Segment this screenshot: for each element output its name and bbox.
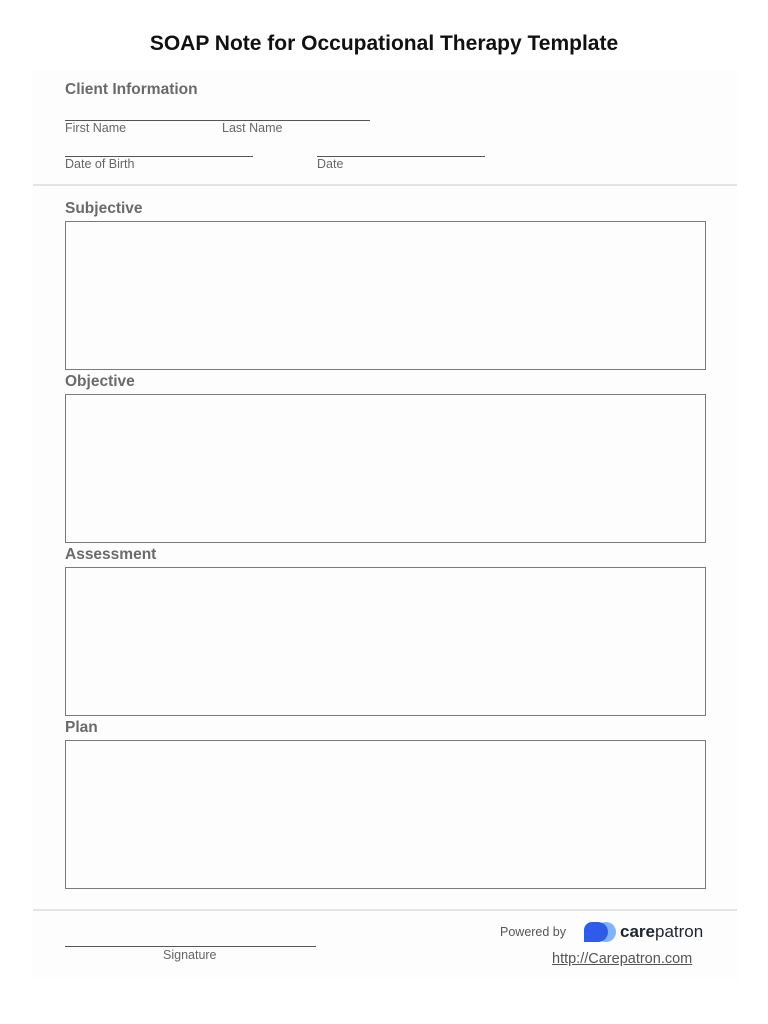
carepatron-wordmark — [620, 922, 703, 942]
objective-heading: Objective — [65, 373, 135, 390]
client-info-divider — [33, 184, 737, 186]
objective-box[interactable] — [65, 394, 706, 543]
date-of-birth-label: Date of Birth — [65, 157, 135, 171]
last-name-label: Last Name — [222, 121, 283, 135]
footer-divider — [33, 909, 737, 911]
brand-bold: care — [620, 922, 655, 941]
assessment-heading: Assessment — [65, 546, 157, 563]
brand-rest: patron — [654, 922, 704, 941]
client-information-heading: Client Information — [65, 81, 198, 98]
first-name-label: First Name — [65, 121, 127, 135]
page-title: SOAP Note for Occupational Therapy Template — [149, 32, 619, 55]
subjective-box[interactable] — [65, 221, 706, 370]
plan-box[interactable] — [65, 740, 706, 889]
powered-by-text: Powered by — [500, 925, 567, 939]
date-label: Date — [317, 157, 344, 171]
assessment-box[interactable] — [65, 567, 706, 716]
carepatron-link[interactable]: http://Carepatron.com — [552, 951, 693, 967]
signature-label: Signature — [163, 948, 217, 962]
subjective-heading: Subjective — [65, 200, 143, 217]
carepatron-logo-icon — [582, 920, 618, 944]
plan-heading: Plan — [65, 719, 98, 736]
signature-field-line[interactable] — [65, 946, 316, 947]
